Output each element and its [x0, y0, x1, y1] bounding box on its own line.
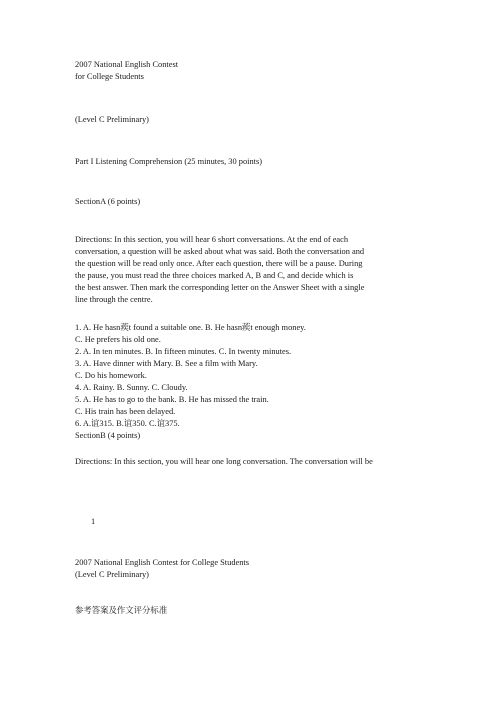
answer-key-heading: 参考答案及作文评分标准 — [75, 606, 168, 615]
directions-line: the question will be read only once. After each question, there will be a pause. During — [75, 259, 363, 268]
section-b-directions: Directions: In this section, you will hear one long conversation. The conversation will be — [75, 457, 373, 466]
directions-line: line through the centre. — [75, 295, 153, 304]
question-line: 6. A.谊315. B.谊350. C.谊375. — [75, 419, 180, 428]
directions-line: conversation, a question will be asked about what was said. Both the conversation and — [75, 247, 365, 256]
question-line: C. Do his homework. — [75, 371, 147, 380]
contest-title-page2: 2007 National English Contest for College Students — [75, 558, 249, 567]
question-line: 3. A. Have dinner with Mary. B. See a film with Mary. — [75, 359, 258, 368]
question-line: 4. A. Rainy. B. Sunny. C. Cloudy. — [75, 383, 188, 392]
part1-heading: Part I Listening Comprehension (25 minutes, 30 points) — [75, 157, 263, 166]
question-line: 5. A. He has to go to the bank. B. He has missed the train. — [75, 395, 269, 404]
question-line: C. He prefers his old one. — [75, 335, 161, 344]
directions-line: the best answer. Then mark the corresponding letter on the Answer Sheet with a single — [75, 283, 365, 292]
directions-line: Directions: In this section, you will hear 6 short conversations. At the end of each — [75, 235, 349, 244]
section-b-heading: SectionB (4 points) — [75, 431, 141, 440]
section-a-heading: SectionA (6 points) — [75, 197, 141, 206]
contest-title: 2007 National English Contest — [75, 60, 179, 69]
question-line: 1. A. He hasn蒺t found a suitable one. B. He hasn蒺t enough money. — [75, 323, 306, 332]
question-line: 2. A. In ten minutes. B. In fifteen minutes. C. In twenty minutes. — [75, 347, 292, 356]
level-label-page2: (Level C Preliminary) — [75, 570, 149, 579]
page-number: 1 — [91, 517, 96, 526]
level-label: (Level C Preliminary) — [75, 115, 149, 124]
directions-line: the pause, you must read the three choices marked A, B and C, and decide which is — [75, 271, 354, 280]
contest-subtitle: for College Students — [75, 72, 144, 81]
question-line: C. His train has been delayed. — [75, 407, 176, 416]
